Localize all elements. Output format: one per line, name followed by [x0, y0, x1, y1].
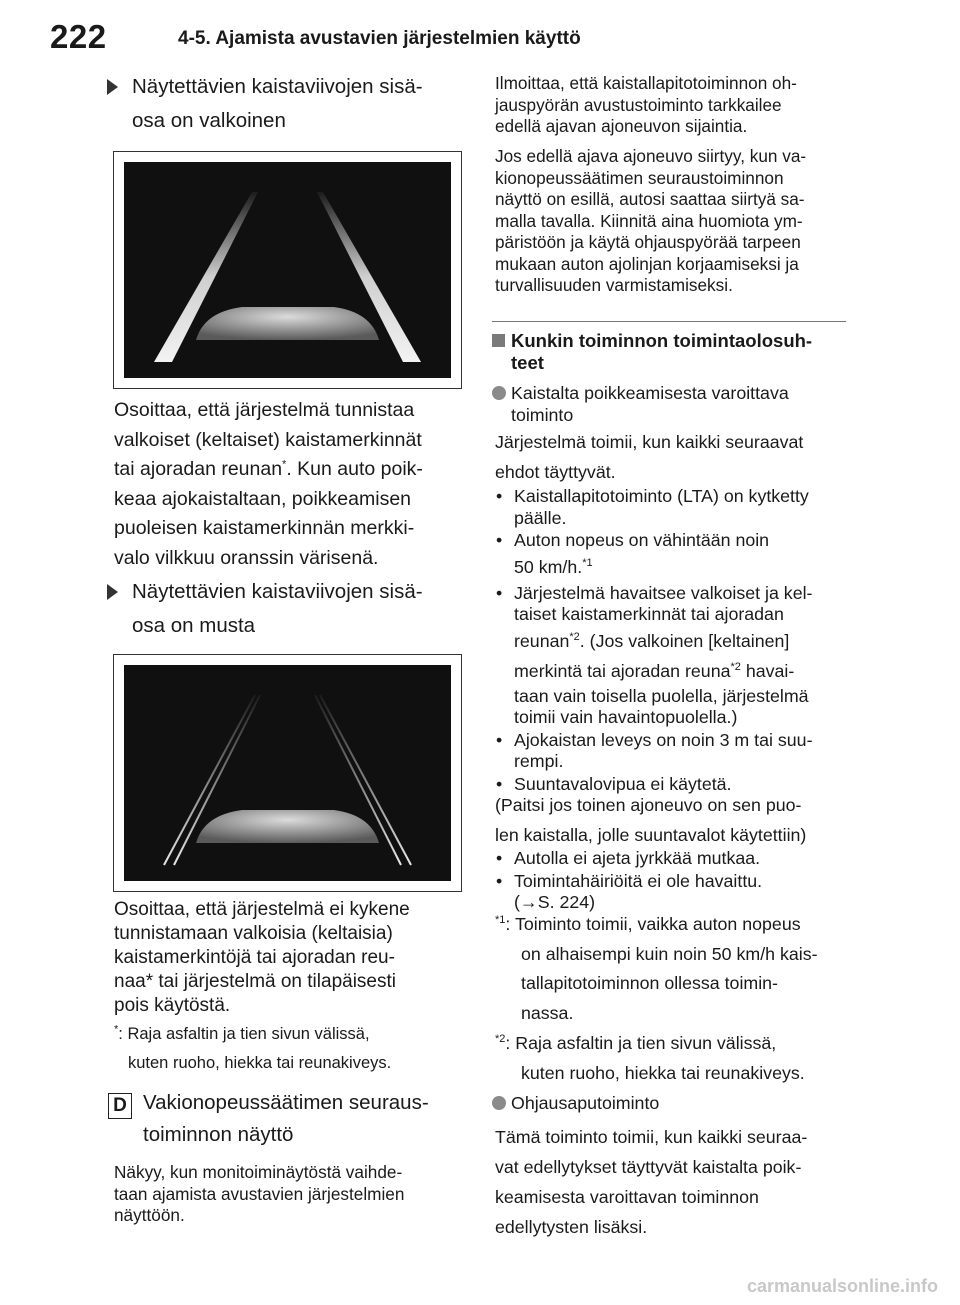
section-d-badge: D	[108, 1093, 132, 1119]
footnote-1: $^{*1}$: Toiminto toimii, vaikka auton nopeus on alhaisempi kuin noin 50 km/h kais- tallapitotoiminnon ollessa toimin- nassa.	[495, 914, 818, 1023]
list-item: • Toimintahäiriöitä ei ole havaittu. (→S. 224)	[496, 871, 852, 914]
lane-white-illustration	[124, 162, 451, 378]
lane-departure-heading: Kaistalta poikkeamisesta varoittava toiminto	[492, 383, 852, 426]
right-paragraph-1: Ilmoittaa, että kaistallapitotoiminnon oh- jauspyörän avustustoiminto tarkkailee edellä ajavan ajoneuvon sijaintia.	[495, 73, 797, 136]
right-paragraph-4: (Paitsi jos toinen ajoneuvo on sen puo- len kaistalla, jolle suuntavalot käytettiin)	[495, 795, 807, 845]
watermark: carmanualsonline.info	[746, 1276, 938, 1296]
triangle-bullet-icon	[107, 79, 118, 95]
figure-white-lane-lines	[113, 151, 462, 389]
footnote-2: $^{*2}$: Raja asfaltin ja tien sivun välissä, kuten ruoho, hiekka tai reunakiveys.	[495, 1033, 805, 1083]
triangle-bullet-icon	[107, 584, 118, 600]
lane-black-illustration	[124, 665, 451, 881]
conditions-heading: Kunkin toiminnon toimintaolosuh- teet	[492, 330, 852, 374]
conditions-list-2	[496, 848, 852, 915]
paragraph-black-lines: Osoittaa, että järjestelmä ei kykene tunnistamaan valkoisia (keltaisia) kaistamerkintöjä tai ajoradan reu- naa* tai järjestelmä on tilapäisesti pois käytöstä.	[114, 899, 410, 1016]
lane-display-black	[124, 665, 451, 881]
list-item: • Suuntavalovipua ei käytetä.	[496, 774, 852, 796]
heading-black-lines: Näytettävien kaistaviivojen sisä- osa on musta	[107, 575, 467, 643]
car-silhouette	[196, 307, 379, 340]
list-item: • Järjestelmä havaitsee valkoiset ja kel- taiset kaistamerkinnät tai ajoradan reunan$^{*2}$. (Jos valkoinen [keltainen] merkintä tai ajoradan reuna$^{*2}$ havai- taan vain toisella puolella, järjestelmä toimii vain havaintopuolella.)	[496, 583, 852, 729]
divider	[492, 321, 846, 322]
list-item: • Auton nopeus on vähintään noin 50 km/h.$^{*1}$	[496, 530, 852, 582]
circle-bullet-icon	[492, 386, 506, 400]
section-title: 4-5. Ajamista avustavien järjestelmien käyttö	[178, 28, 581, 49]
list-item: • Kaistallapitotoiminto (LTA) on kytketty päälle.	[496, 486, 852, 529]
footnote-left: *: Raja asfaltin ja tien sivun välissä, kuten ruoho, hiekka tai reunakiveys.	[114, 1023, 392, 1072]
lane-display-white	[124, 162, 451, 378]
heading-white-lines: Näytettävien kaistaviivojen sisä- osa on valkoinen	[107, 70, 467, 138]
figure-black-lane-lines	[113, 654, 462, 892]
section-d-heading: D Vakionopeussäätimen seuraus- toiminnon näyttö	[108, 1093, 468, 1151]
right-paragraph-5: Tämä toiminto toimii, kun kaikki seuraa- vat edellytykset täyttyvät kaistalta poik- keamisesta varoittavan toiminnon edellytysten lisäksi.	[495, 1127, 808, 1237]
conditions-list-1	[496, 486, 852, 796]
paragraph-white-lines: Osoittaa, että järjestelmä tunnistaa valkoiset (keltaiset) kaistamerkinnät tai ajoradan reunan*. Kun auto poik- keaa ajokaistaltaan, poikkeamisen puoleisen kaistamerkinnän merkki- valo vilkkuu oranssin värisenä.	[114, 399, 423, 569]
list-item: • Autolla ei ajeta jyrkkää mutkaa.	[496, 848, 852, 870]
square-bullet-icon	[492, 334, 505, 347]
page-number: 222	[50, 18, 107, 55]
section-d-text: Näkyy, kun monitoiminäytöstä vaihde- taan ajamista avustavien järjestelmien näyttöön.	[114, 1162, 405, 1225]
list-item: • Ajokaistan leveys on noin 3 m tai suu- rempi.	[496, 730, 852, 773]
circle-bullet-icon	[492, 1096, 506, 1110]
steering-assist-heading: Ohjausaputoiminto	[492, 1093, 852, 1115]
right-paragraph-3: Järjestelmä toimii, kun kaikki seuraavat ehdot täyttyvät.	[495, 432, 804, 482]
right-paragraph-2: Jos edellä ajava ajoneuvo siirtyy, kun va- kionopeussäätimen seuraustoiminnon näyttö on esillä, autosi saattaa siirtyä sa- malla tavalla. Kiinnitä aina huomiota ym- päristöön ja käytä ohjauspyörää tarpeen mukaan auton ajolinjan korjaamiseksi ja turvallisuuden varmistamiseksi.	[495, 146, 807, 295]
